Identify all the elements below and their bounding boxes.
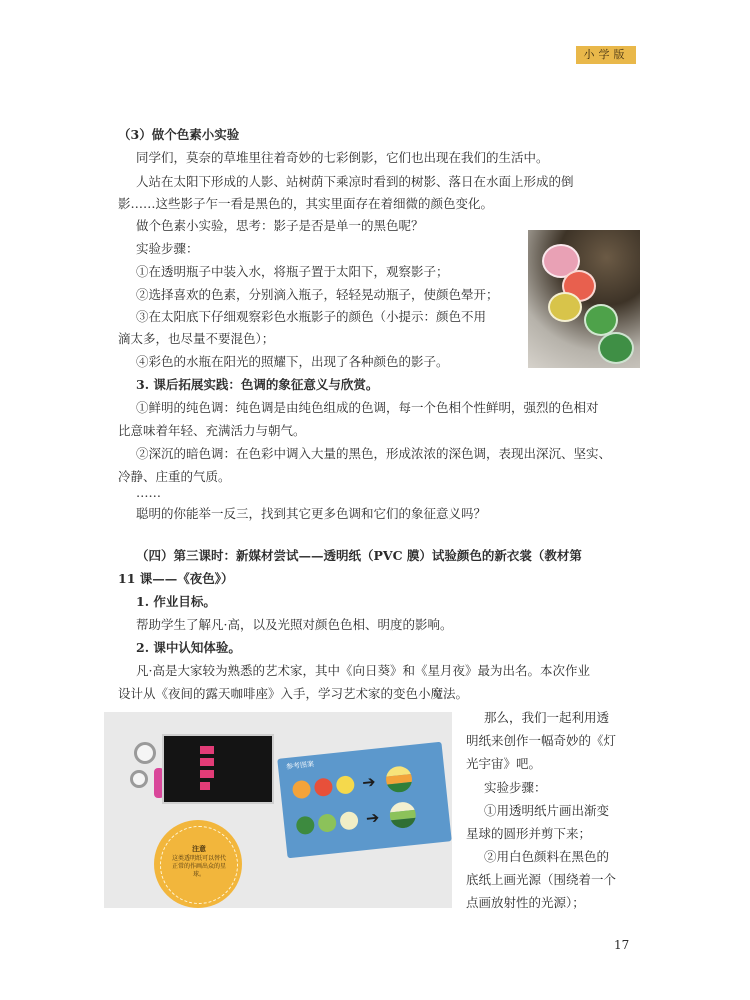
step-line: ②选择喜欢的色素，分别滴入瓶子，轻轻晃动瓶子，使颜色晕开； bbox=[136, 287, 499, 302]
note-body: 这类透明纸可以替代正常的作画出众的星球。 bbox=[171, 855, 226, 878]
subsection-heading: （3）做个色素小实验 bbox=[118, 127, 240, 142]
tape-roll bbox=[130, 770, 148, 788]
note-content bbox=[160, 826, 238, 904]
side-step-line: ②用白色颜料在黑色的 bbox=[484, 849, 610, 864]
paragraph-line: 凡·高是大家较为熟悉的艺术家，其中《向日葵》和《星月夜》最为出名。本次作业 bbox=[136, 663, 590, 678]
paragraph-line: 同学们，莫奈的草堆里往着奇妙的七彩倒影，它们也出现在我们的生活中。 bbox=[136, 150, 549, 165]
side-step-line: 底纸上画光源（围绕着一个 bbox=[466, 872, 617, 887]
yellow-dot bbox=[335, 775, 355, 795]
paragraph-line: 实验步骤： bbox=[136, 241, 199, 256]
black-artwork-card bbox=[162, 734, 274, 804]
side-step-line: 星球的圆形并剪下来； bbox=[466, 826, 592, 841]
light-green-dot bbox=[317, 813, 337, 833]
paragraph-line: 影……这些影子乍一看是黑色的，其实里面存在着细微的颜色变化。 bbox=[118, 196, 494, 211]
reference-card-title: 参考图案 bbox=[285, 760, 315, 771]
step-line: ①在透明瓶子中装入水，将瓶子置于太阳下，观察影子； bbox=[136, 264, 449, 279]
step-line: ③在太阳底下仔细观察彩色水瓶影子的颜色（小提示：颜色不用 bbox=[136, 309, 487, 324]
paragraph-line: 冷静、庄重的气质。 bbox=[118, 469, 231, 484]
numbered-heading: 2. 课中认知体验。 bbox=[136, 640, 241, 655]
paragraph-line: 帮助学生了解凡·高，以及光照对颜色色相、明度的影响。 bbox=[136, 617, 453, 632]
dark-green-jar bbox=[598, 332, 634, 364]
numbered-heading: 1. 作业目标。 bbox=[136, 594, 216, 609]
numbered-heading: 3. 课后拓展实践：色调的象征意义与欣赏。 bbox=[136, 377, 379, 392]
cool-gradient-circle bbox=[388, 801, 417, 830]
step-line: 滴太多，也尽量不要混色）； bbox=[118, 331, 275, 346]
paragraph-line: 人站在太阳下形成的人影、站树荫下乘凉时看到的树影、落日在水面上形成的倒 bbox=[136, 174, 574, 189]
section-badge: 小学版 bbox=[576, 46, 636, 64]
ellipsis-line: …… bbox=[136, 485, 161, 500]
page-number: 17 bbox=[614, 938, 630, 952]
paragraph-line: 比意味着年轻、充满活力与朝气。 bbox=[118, 423, 306, 438]
yellow-jar bbox=[548, 292, 582, 322]
card-sticker bbox=[200, 782, 210, 790]
side-paragraph-line: 那么，我们一起利用透 bbox=[484, 710, 610, 725]
side-paragraph-line: 实验步骤： bbox=[484, 780, 547, 795]
card-sticker bbox=[200, 758, 214, 766]
paragraph-line: 聪明的你能举一反三，找到其它更多色调和它们的象征意义吗？ bbox=[136, 506, 487, 521]
materials-photo bbox=[104, 712, 452, 908]
orange-dot bbox=[292, 780, 312, 800]
cream-dot bbox=[339, 811, 359, 831]
side-paragraph-line: 光宇宙》吧。 bbox=[466, 756, 542, 771]
side-step-line: ①用透明纸片画出渐变 bbox=[484, 803, 610, 818]
tape-roll bbox=[134, 742, 156, 764]
reference-pattern-card bbox=[277, 742, 452, 859]
lesson-heading: （四）第三课时：新媒材尝试——透明纸（PVC 膜）试验颜色的新衣裳（教材第 bbox=[136, 548, 582, 563]
paragraph-line: ②深沉的暗色调：在色彩中调入大量的黑色，形成浓浓的深色调，表现出深沉、坚实、 bbox=[136, 446, 612, 461]
side-paragraph-line: 明纸来创作一幅奇妙的《灯 bbox=[466, 733, 617, 748]
step-line: ④彩色的水瓶在阳光的照耀下，出现了各种颜色的影子。 bbox=[136, 354, 449, 369]
card-sticker bbox=[200, 770, 214, 778]
side-step-line: 点画放射性的光源）； bbox=[466, 895, 585, 910]
note-title: 注意 bbox=[192, 845, 206, 853]
card-sticker bbox=[200, 746, 214, 754]
note-circle bbox=[154, 820, 242, 908]
paint-jars-photo bbox=[528, 230, 640, 368]
paragraph-line: 设计从《夜间的露天咖啡座》入手，学习艺术家的变色小魔法。 bbox=[118, 686, 469, 701]
green-dot bbox=[295, 815, 315, 835]
arrow-right-icon: ➔ bbox=[364, 807, 381, 828]
paragraph-line: 做个色素小实验，思考：影子是否是单一的黑色呢？ bbox=[136, 218, 424, 233]
arrow-right-icon: ➔ bbox=[361, 771, 377, 793]
lesson-heading: 11 课——《夜色》） bbox=[118, 571, 234, 586]
warm-gradient-circle bbox=[385, 765, 414, 794]
paragraph-line: ①鲜明的纯色调：纯色调是由纯色组成的色调，每一个色相个性鲜明，强烈的色相对 bbox=[136, 400, 599, 415]
red-dot bbox=[314, 777, 334, 797]
